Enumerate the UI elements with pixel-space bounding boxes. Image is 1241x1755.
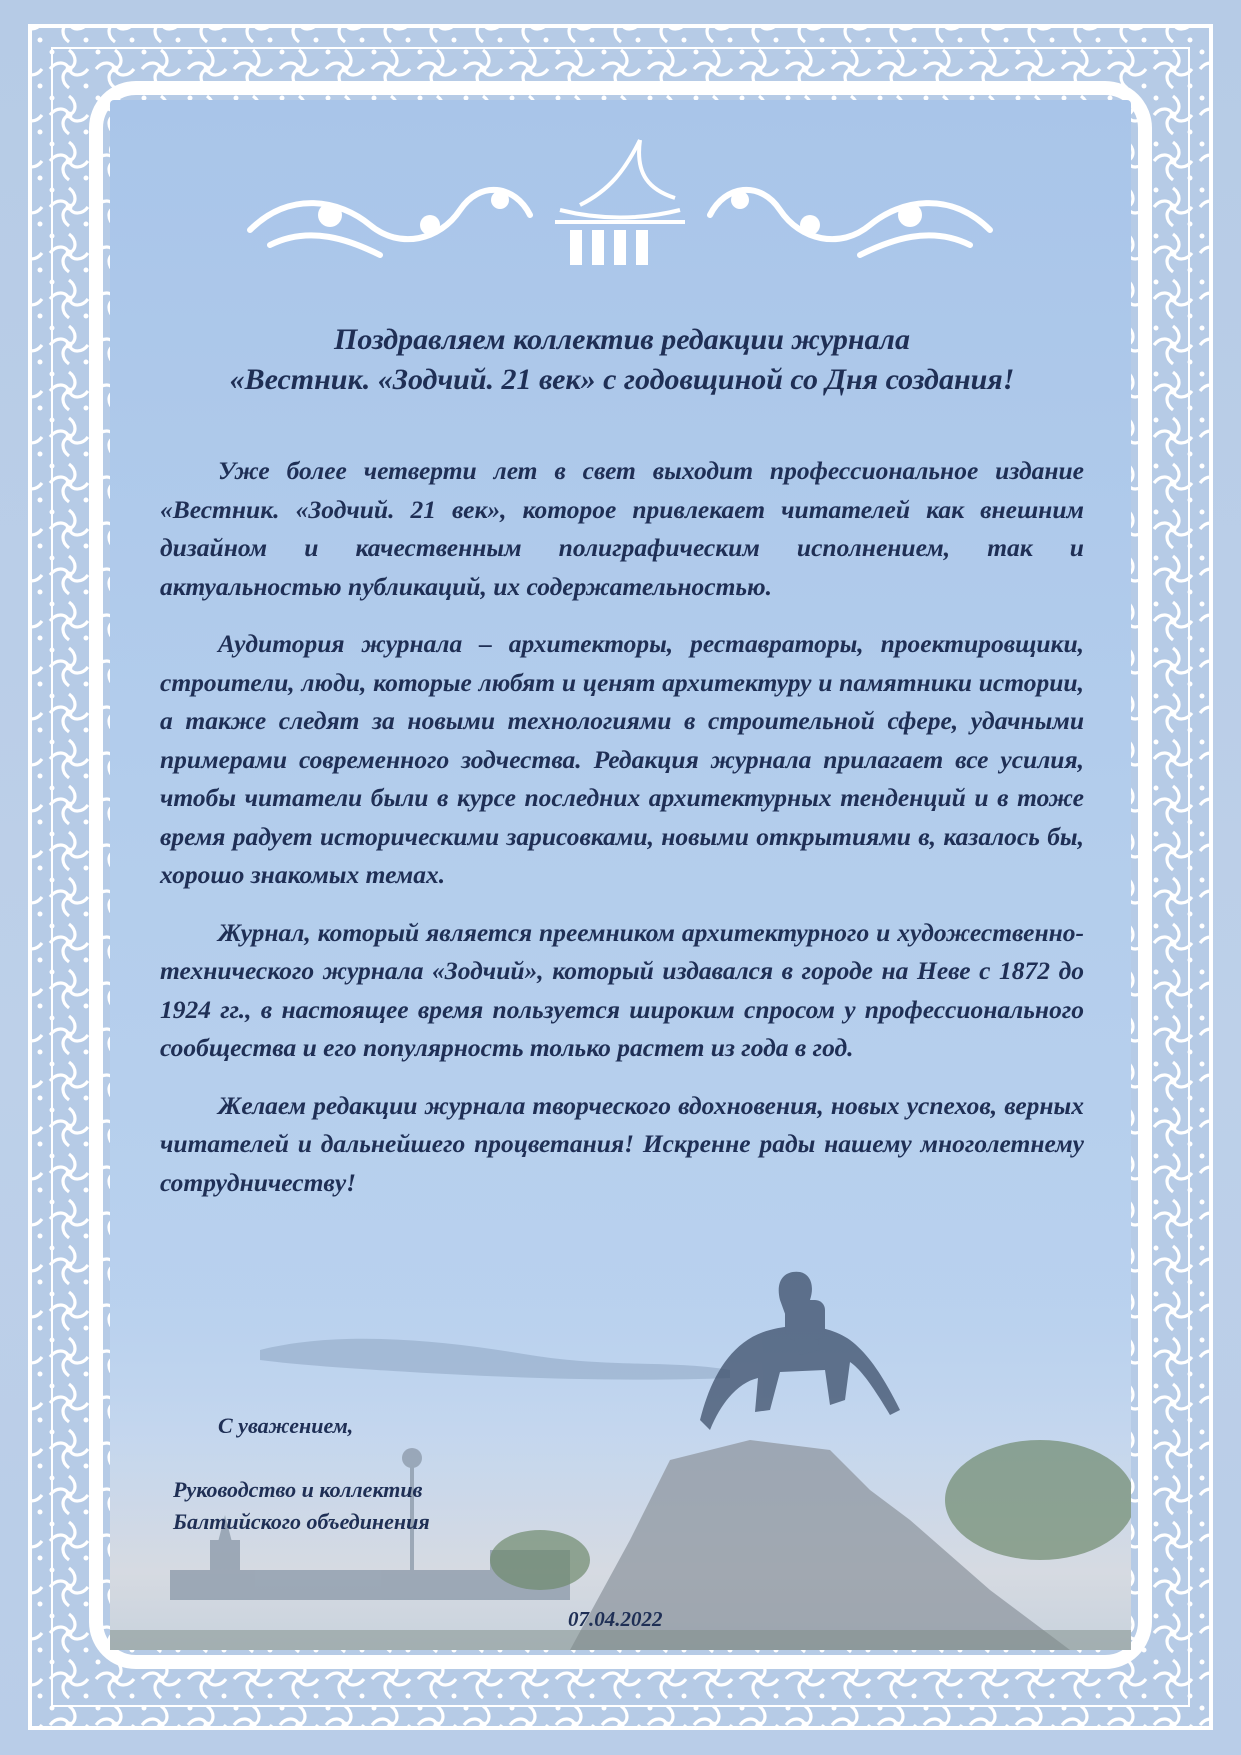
paragraph-2: Аудитория журнала – архитекторы, реставраторы, проектировщики, строители, люди, которые любят и ценят архитектуру и памятники истории, а также следят за новыми технологиями в строительной сфере, удачными примерами современного зодчества. Редакция журнала прилагает все усилия, чтобы читатели были в курсе последних архитектурных тенденций и в тоже время радует историческими зарисовками, новыми открытиями в, казалось бы, хорошо знакомых темах.	[160, 629, 1084, 889]
signature-organization	[173, 1474, 430, 1538]
paragraph-4: Желаем редакции журнала творческого вдохновения, новых успехов, верных читателей и дальнейшего процветания! Искренне рады нашему многолетнему сотрудничеству!	[160, 1090, 1084, 1197]
letter-title	[160, 320, 1084, 400]
header-ornament	[230, 130, 1010, 290]
title-line-2: «Вестник. «Зодчий. 21 век» с годовщиной со Дня создания!	[229, 363, 1015, 396]
title-line-1: Поздравляем коллектив редакции журнала	[334, 323, 910, 356]
bronze-horseman-background	[110, 1260, 1131, 1650]
signature-regards: С уважением,	[218, 1413, 354, 1438]
paragraph-1: Уже более четверти лет в свет выходит профессиональное издание «Вестник. «Зодчий. 21 век», которое привлекает читателей как внешним дизайном и качественным полиграфическим исполнением, так и актуальностью публикаций, их содержательностью.	[160, 456, 1084, 601]
organization-line-2: Балтийского объединения	[173, 1509, 430, 1534]
paragraph-3: Журнал, который является преемником архитектурного и художественно-технического журнала «Зодчий», который издавался в городе на Неве с 1872 до 1924 гг., в настоящее время пользуется широким спросом у профессионального сообщества и его популярность только растет из года в год.	[160, 917, 1084, 1062]
letter-content	[160, 320, 1084, 1202]
signature-date: 07.04.2022	[568, 1607, 663, 1631]
laurel-column-logo-icon	[555, 140, 685, 265]
organization-line-1: Руководство и коллектив	[173, 1477, 423, 1502]
